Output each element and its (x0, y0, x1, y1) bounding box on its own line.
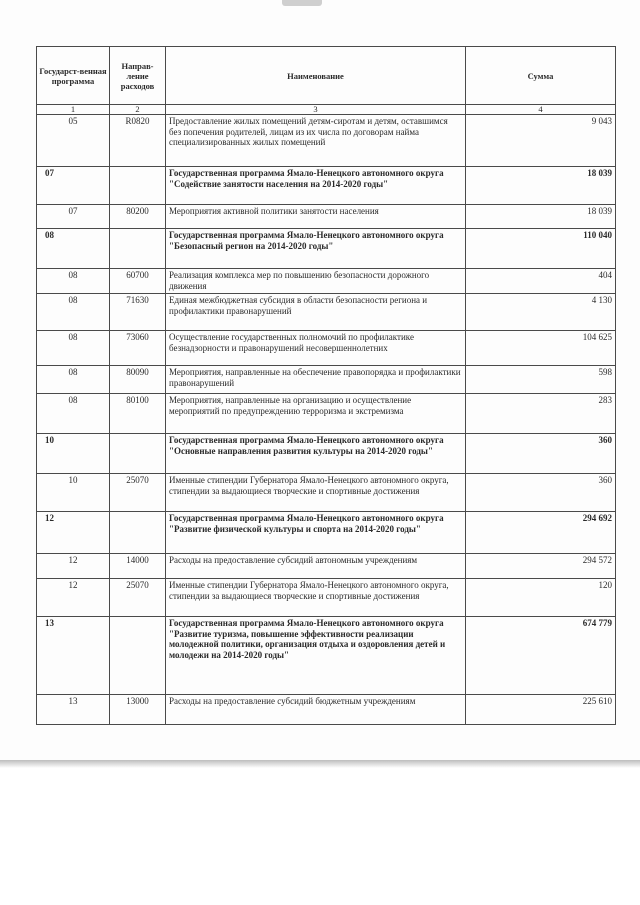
table-row (37, 331, 616, 366)
expense-sum: 18 039 (466, 167, 616, 205)
table-row (37, 394, 616, 434)
expense-name: Государственная программа Ямало-Ненецкого автономного округа "Основные направления развития культуры на 2014-2020 годы" (166, 434, 466, 474)
table-header-row (37, 47, 616, 105)
column-number: 3 (166, 105, 466, 115)
expense-sum: 598 (466, 366, 616, 394)
direction-code (110, 434, 166, 474)
expense-name: Государственная программа Ямало-Ненецкого автономного округа "Развитие туризма, повышение эффективности реализации молодежной политики, организация отдыха и оздоровления детей и молодежи на 2014-2020 годы" (166, 617, 466, 695)
program-code: 12 (37, 512, 110, 554)
expense-name: Мероприятия активной политики занятости населения (166, 205, 466, 229)
expense-name: Осуществление государственных полномочий по профилактике безнадзорности и правонарушений несовершеннолетних (166, 331, 466, 366)
expense-sum: 674 779 (466, 617, 616, 695)
program-code: 08 (37, 229, 110, 269)
expense-name: Мероприятия, направленные на обеспечение правопорядка и профилактики правонарушений (166, 366, 466, 394)
header-program: Государст-венная программа (37, 47, 110, 105)
direction-code: 60700 (110, 269, 166, 294)
table-row (37, 229, 616, 269)
table-row (37, 695, 616, 725)
direction-code (110, 512, 166, 554)
expense-sum: 9 043 (466, 115, 616, 167)
direction-code: 80100 (110, 394, 166, 434)
scan-bottom-edge (0, 760, 640, 768)
column-number-row (37, 105, 616, 115)
column-number: 2 (110, 105, 166, 115)
program-code: 08 (37, 294, 110, 331)
column-number: 4 (466, 105, 616, 115)
program-code: 08 (37, 394, 110, 434)
table-row (37, 512, 616, 554)
table-row (37, 205, 616, 229)
program-code: 05 (37, 115, 110, 167)
program-code: 07 (37, 167, 110, 205)
direction-code (110, 617, 166, 695)
program-code: 07 (37, 205, 110, 229)
expense-name: Мероприятия, направленные на организацию и осуществление мероприятий по предупреждению терроризма и экстремизма (166, 394, 466, 434)
expense-name: Единая межбюджетная субсидия в области безопасности региона и профилактики правонарушений (166, 294, 466, 331)
expense-sum: 18 039 (466, 205, 616, 229)
expense-sum: 360 (466, 434, 616, 474)
column-number: 1 (37, 105, 110, 115)
program-code: 10 (37, 434, 110, 474)
direction-code (110, 229, 166, 269)
expense-name: Расходы на предоставление субсидий автономным учреждениям (166, 554, 466, 579)
table-row (37, 115, 616, 167)
table-row (37, 474, 616, 512)
expense-name: Государственная программа Ямало-Ненецкого автономного округа "Безопасный регион на 2014-2020 годы" (166, 229, 466, 269)
direction-code: 13000 (110, 695, 166, 725)
program-code: 12 (37, 554, 110, 579)
direction-code: R0820 (110, 115, 166, 167)
table-row (37, 617, 616, 695)
expense-name: Расходы на предоставление субсидий бюджетным учреждениям (166, 695, 466, 725)
program-code: 08 (37, 269, 110, 294)
expense-name: Государственная программа Ямало-Ненецкого автономного округа "Развитие физической культуры и спорта на 2014-2020 годы" (166, 512, 466, 554)
expense-sum: 360 (466, 474, 616, 512)
binding-mark (282, 0, 322, 6)
expense-sum: 294 692 (466, 512, 616, 554)
table-row (37, 294, 616, 331)
program-code: 12 (37, 579, 110, 617)
direction-code: 14000 (110, 554, 166, 579)
header-sum: Сумма (466, 47, 616, 105)
direction-code: 25070 (110, 579, 166, 617)
table-row (37, 434, 616, 474)
expense-name: Именные стипендии Губернатора Ямало-Ненецкого автономного округа, стипендии за выдающиеся творческие и спортивные достижения (166, 579, 466, 617)
direction-code: 80090 (110, 366, 166, 394)
expense-sum: 104 625 (466, 331, 616, 366)
header-direction: Направ-ление расходов (110, 47, 166, 105)
expense-name: Реализация комплекса мер по повышению безопасности дорожного движения (166, 269, 466, 294)
expense-sum: 294 572 (466, 554, 616, 579)
direction-code: 25070 (110, 474, 166, 512)
budget-table (36, 46, 616, 725)
expense-sum: 120 (466, 579, 616, 617)
table-row (37, 269, 616, 294)
table-row (37, 366, 616, 394)
table-row (37, 579, 616, 617)
expense-sum: 404 (466, 269, 616, 294)
header-name: Наименование (166, 47, 466, 105)
program-code: 08 (37, 331, 110, 366)
expense-name: Именные стипендии Губернатора Ямало-Ненецкого автономного округа, стипендии за выдающиеся творческие и спортивные достижения (166, 474, 466, 512)
expense-sum: 110 040 (466, 229, 616, 269)
program-code: 10 (37, 474, 110, 512)
direction-code: 73060 (110, 331, 166, 366)
expense-sum: 283 (466, 394, 616, 434)
program-code: 08 (37, 366, 110, 394)
program-code: 13 (37, 695, 110, 725)
expense-name: Государственная программа Ямало-Ненецкого автономного округа "Содействие занятости населения на 2014-2020 годы" (166, 167, 466, 205)
program-code: 13 (37, 617, 110, 695)
expense-name: Предоставление жилых помещений детям-сиротам и детям, оставшимся без попечения родителей, лицам из их числа по договорам найма специализированных жилых помещений (166, 115, 466, 167)
expense-sum: 4 130 (466, 294, 616, 331)
direction-code: 80200 (110, 205, 166, 229)
table-row (37, 554, 616, 579)
expense-sum: 225 610 (466, 695, 616, 725)
table-row (37, 167, 616, 205)
direction-code: 71630 (110, 294, 166, 331)
direction-code (110, 167, 166, 205)
